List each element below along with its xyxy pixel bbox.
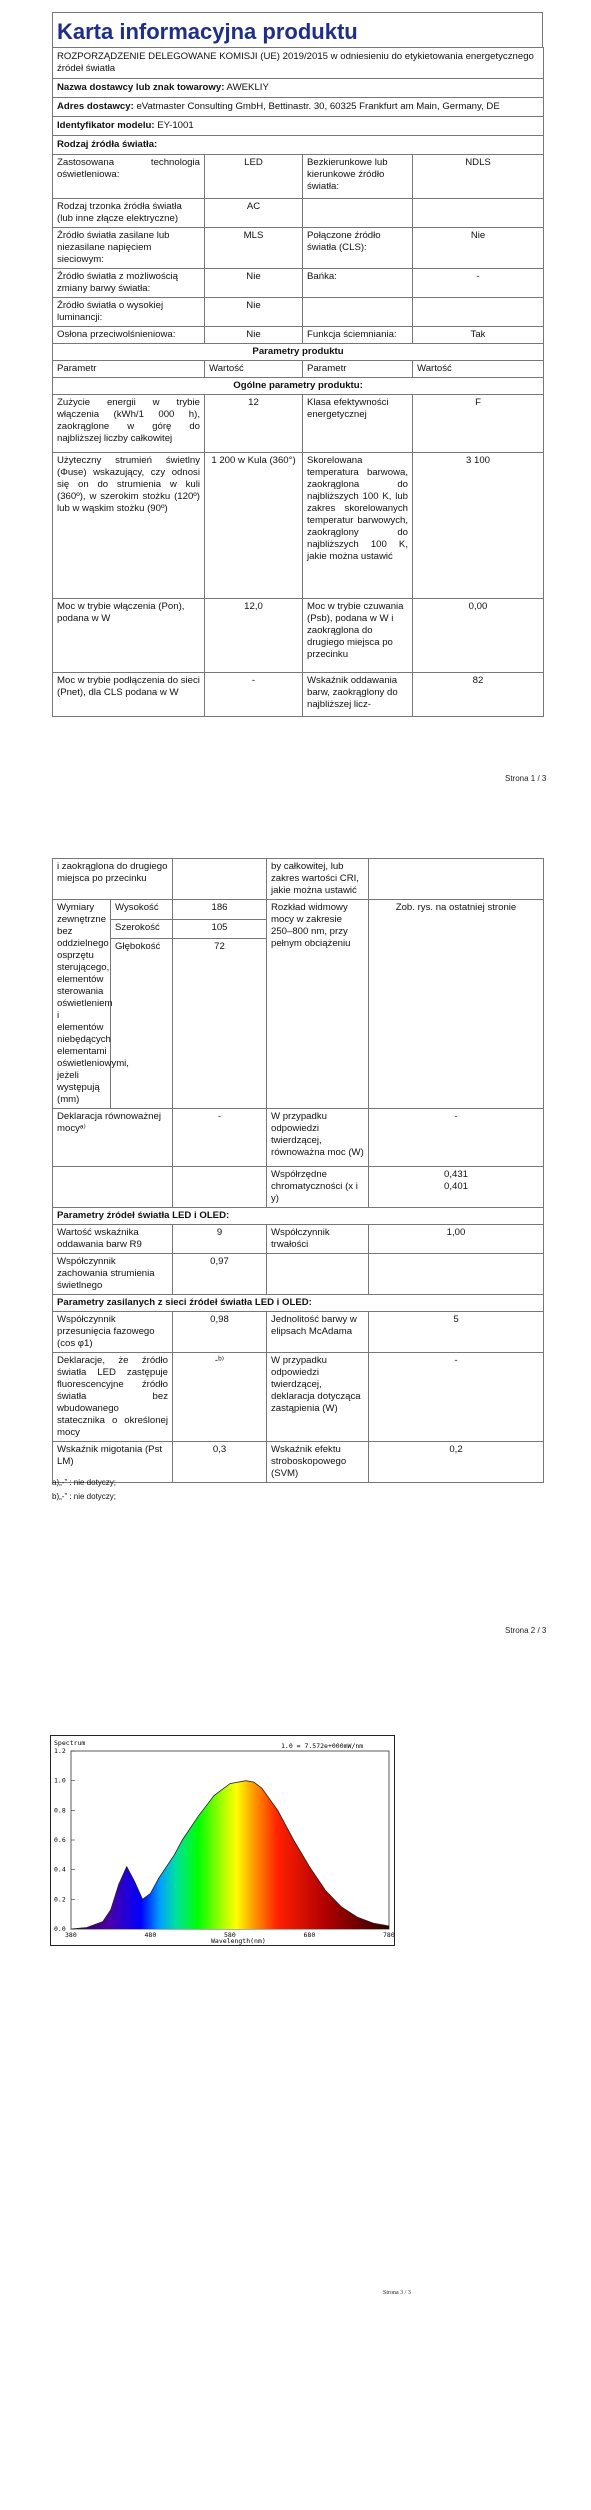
depth-value: 72 [173,939,267,1109]
pf-value: 0,98 [173,1312,267,1353]
pon-label: Moc w trybie włączenia (Pon), podana w W [53,599,205,673]
page-number-2: Strona 2 / 3 [505,1626,547,1635]
model-value: EY-1001 [157,120,194,131]
col-value: Wartość [205,361,303,378]
glare-label: Osłona przeciwolśnieniowa: [53,327,205,344]
product-sheet-page-1 [52,12,543,717]
nondir-value: NDLS [413,155,544,199]
spectrum-svg [51,1736,394,1945]
y-tick-label: 0.4 [54,1865,66,1874]
fluor-r-value: - [369,1353,544,1442]
y-tick-label: 1.2 [54,1747,66,1755]
col-param-2: Parametr [303,361,413,378]
footnote-a: a)„-” : nie dotyczy; [52,1478,117,1487]
flicker-value: 0,3 [173,1442,267,1483]
energy-value: 12 [205,395,303,453]
cct-value: 3 100 [413,453,544,599]
fluor-r-label: W przypadku odpowiedzi twierdzącej, deklaracja dotycząca zastąpienia (W) [267,1353,369,1442]
height-value: 186 [173,900,267,920]
y-tick-label: 0.6 [54,1836,66,1844]
footnote-b: b)„-” : nie dotyczy; [52,1492,117,1501]
y-tick-label: 0.0 [54,1925,66,1933]
class-value: F [413,395,544,453]
cap-label: Rodzaj trzonka źródła światła (lub inne złącze elektryczne) [53,199,205,228]
page-3 [0,1690,591,2510]
pf-label: Współczynnik przesunięcia fazowego (cos φ1) [53,1312,173,1353]
cap-value: AC [205,199,303,228]
mcadam-value: 5 [369,1312,544,1353]
surv-label: Współczynnik trwałości [267,1225,369,1254]
cls-value: Nie [413,228,544,269]
r9-value: 9 [173,1225,267,1254]
equiv-value: - [173,1109,267,1167]
pnet-cont: i zaokrąglona do drugiego miejsca po przecinku [53,859,173,900]
regulation-text: ROZPORZĄDZENIE DELEGOWANE KOMISJI (UE) 2019/2015 w odniesieniu do etykietowania energetycznego źródeł światła [53,48,544,79]
envelope-label: Bańka: [303,269,413,298]
tech-value: LED [205,155,303,199]
flux-label: Użyteczny strumień świetlny (Φuse) wskazujący, czy odnosi się on do strumienia w kuli (360º), w szerokim stożku (120º) lub w wąskim stożku (90º) [53,453,205,599]
chrom-x: 0,431 [443,1169,468,1180]
depth-label: Głębokość [111,939,173,1109]
cri-cont: by całkowitej, lub zakres wartości CRI, jakie można ustawić [267,859,369,900]
fluor-label: Deklaracje, że źródło światła LED zastępuje fluorescencyjne źródło światła bez wbudowanego statecznika o określonej mocy [53,1353,173,1442]
lumen-label: Współczynnik zachowania strumienia świetlnego [53,1254,173,1295]
mains-label: Źródło światła zasilane lub niezasilane napięciem sieciowym: [53,228,205,269]
product-info-table [52,47,544,717]
mains-value: MLS [205,228,303,269]
led-header: Parametry źródeł światła LED i OLED: [53,1208,544,1225]
col-value-2: Wartość [413,361,544,378]
cri-label: Wskaźnik oddawania barw, zaokrąglony do najbliższej licz- [303,673,413,717]
params-header: Parametry produktu [53,344,544,361]
pnet-label: Moc w trybie podłączenia do sieci (Pnet), dla CLS podana w W [53,673,205,717]
spread-value: Zob. rys. na ostatniej stronie [369,900,544,1109]
y-tick-label: 1.0 [54,1776,66,1785]
lumen-value: 0,97 [173,1254,267,1295]
cls-label: Połączone źródło światła (CLS): [303,228,413,269]
y-tick-label: 0.2 [54,1895,66,1904]
cri-value: 82 [413,673,544,717]
spread-label: Rozkład widmowy mocy w zakresie 250–800 nm, przy pełnym obciążeniu [267,900,369,1109]
equiv-r-label: W przypadku odpowiedzi twierdzącej, równoważna moc (W) [267,1109,369,1167]
product-info-table-2 [52,858,544,1483]
general-header: Ogólne parametry produktu: [53,378,544,395]
flux-value: 1 200 w Kula (360°) [205,453,303,599]
spectrum-info: 1.0 = 7.572e+000mW/nm [281,1742,364,1750]
hl-label: Źródło światła o wysokiej luminancji: [53,298,205,327]
cct-label: Skorelowana temperatura barwowa, zaokrąglona do najbliższych 100 K, lub zakres skorelowanych temperatur barwowych, zaokrąglony do najbliższych 100 K, jakie można ustawić [303,453,413,599]
glare-value: Nie [205,327,303,344]
mains-header: Parametry zasilanych z sieci źródeł światła LED i OLED: [53,1295,544,1312]
page-1 [0,0,591,800]
chrom-label: Współrzędne chromatyczności (x i y) [267,1167,369,1208]
supplier-row [53,79,544,98]
page-number-3: Strona 3 / 3 [383,2290,411,2296]
r9-label: Wartość wskaźnika oddawania barw R9 [53,1225,173,1254]
psb-value: 0,00 [413,599,544,673]
model-row [53,117,544,136]
colour-label: Źródło światła z możliwością zmiany barwy światła: [53,269,205,298]
equiv-r-value: - [369,1109,544,1167]
tech-label: Zastosowana technologia oświetleniowa: [53,155,205,199]
x-tick-label: 580 [224,1931,236,1939]
page-number-1: Strona 1 / 3 [505,774,547,783]
dim-label: Funkcja ściemniania: [303,327,413,344]
dim-value: Tak [413,327,544,344]
equiv-label: Deklaracja równoważnej mocyᵃ⁾ [53,1109,173,1167]
pon-value: 12,0 [205,599,303,673]
dims-label: Wymiary zewnętrzne bez oddzielnego osprzętu sterującego, elementów sterowania oświetleniem i elementów niebędących elementami oświetleniowymi, jeżeli występują (mm) [53,900,111,1109]
pnet-value: - [205,673,303,717]
address-label: Adres dostawcy: [57,101,134,112]
col-param: Parametr [53,361,205,378]
mcadam-label: Jednolitość barwy w elipsach McAdama [267,1312,369,1353]
width-label: Szerokość [111,919,173,939]
supplier-label: Nazwa dostawcy lub znak towarowy: [57,82,225,93]
x-tick-label: 780 [383,1931,394,1939]
svm-label: Wskaźnik efektu stroboskopowego (SVM) [267,1442,369,1483]
x-tick-label: 480 [144,1931,157,1939]
source-type-header: Rodzaj źródła światła: [53,136,544,155]
spectrum-xlabel: Wavelength(nm) [211,1937,266,1945]
svm-value: 0,2 [369,1442,544,1483]
x-tick-label: 680 [303,1931,316,1939]
psb-label: Moc w trybie czuwania (Psb), podana w W i zaokrąglona do drugiego miejsca po przecinku [303,599,413,673]
product-sheet-page-2 [52,858,543,1483]
supplier-value: AWEKLIY [226,82,269,93]
energy-label: Zużycie energii w trybie włączenia (kWh/1 000 h), zaokrąglone w górę do najbliższej liczby całkowitej [53,395,205,453]
address-value: eVatmaster Consulting GmbH, Bettinastr. 30, 60325 Frankfurt am Main, Germany, DE [136,101,500,112]
flicker-label: Wskaźnik migotania (Pst LM) [53,1442,173,1483]
width-value: 105 [173,919,267,939]
chrom-y: 0,401 [443,1181,468,1192]
address-row [53,98,544,117]
nondir-label: Bezkierunkowe lub kierunkowe źródło światła: [303,155,413,199]
x-tick-label: 380 [65,1931,77,1939]
chrom-values [369,1167,544,1208]
class-label: Klasa efektywności energetycznej [303,395,413,453]
surv-value: 1,00 [369,1225,544,1254]
page-2 [0,830,591,1650]
page-title: Karta informacyjna produktu [52,12,543,47]
envelope-value: - [413,269,544,298]
spectrum-title: Spectrum [54,1739,86,1747]
model-label: Identyfikator modelu: [57,120,155,131]
height-label: Wysokość [111,900,173,920]
spectrum-chart [50,1735,395,1946]
y-tick-label: 0.8 [54,1806,66,1815]
colour-value: Nie [205,269,303,298]
fluor-value: -ᵇ⁾ [173,1353,267,1442]
hl-value: Nie [205,298,303,327]
